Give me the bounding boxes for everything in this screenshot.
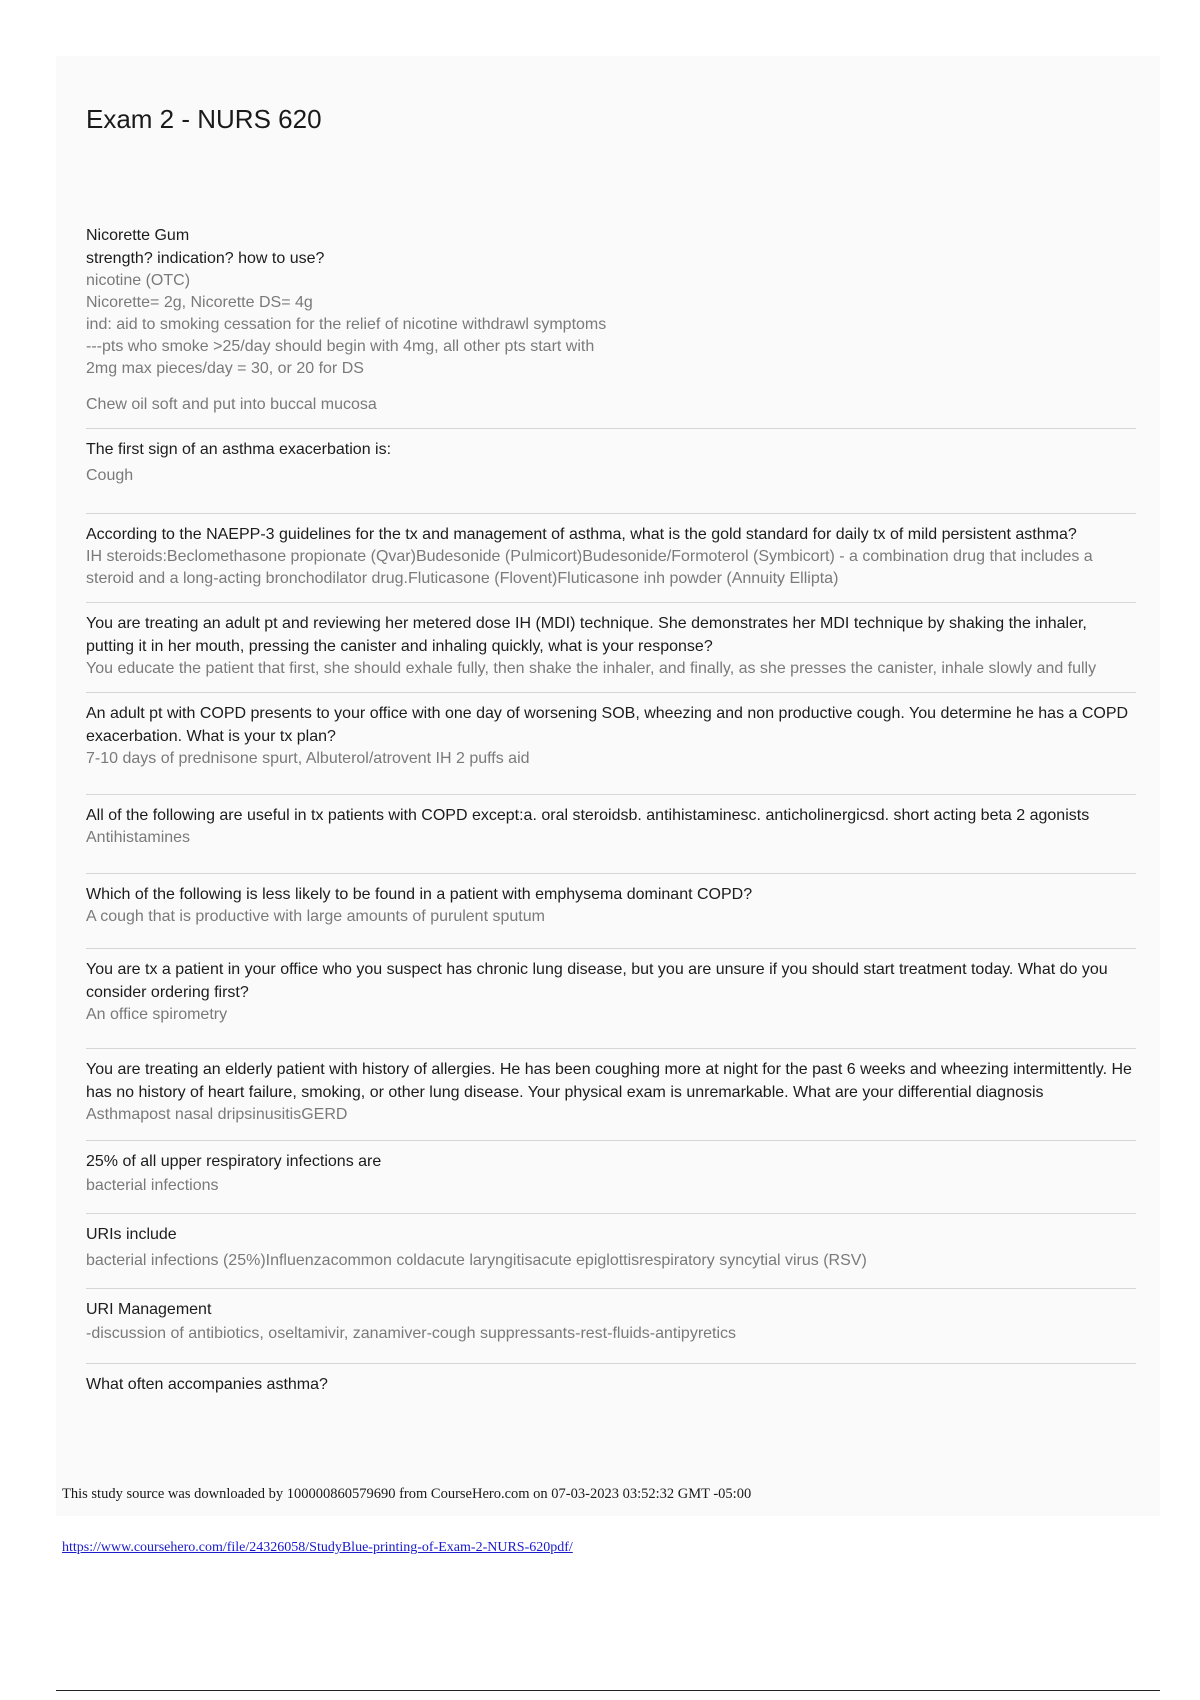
card-answer: -discussion of antibiotics, oseltamivir, zanamiver-cough suppressants-rest-fluids-antipyretics [86,1325,737,1342]
card-question: You are treating an adult pt and reviewing her metered dose IH (MDI) technique. She demonstrates her MDI technique by shaking the inhaler, putting it in her mouth, pressing the canister and inhaling quickly, what is your response? [86,615,1087,655]
card-question: Which of the following is less likely to be found in a patient with emphysema dominant COPD? [86,886,753,903]
card-question: An adult pt with COPD presents to your office with one day of worsening SOB, wheezing and non productive cough. You determine he has a COPD exacerbation. What is your tx plan? [86,705,1129,745]
card-answer: bacterial infections (25%)Influenzacommon coldacute laryngitisacute epiglottisrespiratory syncytial virus (RSV) [86,1252,867,1269]
card-question: You are treating an elderly patient with history of allergies. He has been coughing more at night for the past 6 weeks and wheezing intermittently. He has no history of heart failure, smoking, or other lung disease. Your physical exam is unremarkable. What are your differential diagnosis [86,1061,1132,1101]
card-answer: 7-10 days of prednisone spurt, Albuterol/atrovent IH 2 puffs aid [86,750,530,767]
flashcard [86,804,1136,874]
card-question: The first sign of an asthma exacerbation is: [86,441,392,458]
page-title: Exam 2 - NURS 620 [86,104,322,134]
card-answer: Asthmapost nasal dripsinusitisGERD [86,1106,348,1123]
flashcard [86,1058,1136,1141]
card-answer: IH steroids:Beclomethasone propionate (Qvar)Budesonide (Pulmicort)Budesonide/Formoterol (Symbicort) - a combination drug that includes a steroid and a long-acting bronchodilator drug.Fluticasone (Flovent)Fluticasone inh powder (Annuity Ellipta) [86,548,1093,587]
download-notice: This study source was downloaded by 100000860579690 from CourseHero.com on 07-03-2023 03:52:32 GMT -05:00 [62,1486,752,1502]
flashcard [86,1150,1136,1214]
source-link[interactable]: https://www.coursehero.com/file/24326058/StudyBlue-printing-of-Exam-2-NURS-620pdf/ [62,1540,573,1555]
flashcard [86,1298,1136,1364]
card-question: All of the following are useful in tx patients with COPD except:a. oral steroidsb. antihistaminesc. anticholinergicsd. short acting beta 2 agonists [86,807,1090,824]
flashcard [86,438,1136,514]
flashcard-list [86,224,1136,1417]
flashcard [86,523,1136,603]
card-question: Nicorette Gum strength? indication? how to use? [86,227,325,267]
flashcard [86,958,1136,1049]
card-answer: bacterial infections [86,1177,219,1194]
card-question: You are tx a patient in your office who you suspect has chronic lung disease, but you are unsure if you should start treatment today. What do you consider ordering first? [86,961,1108,1001]
card-answer: You educate the patient that first, she should exhale fully, then shake the inhaler, and finally, as she presses the canister, inhale slowly and fully [86,660,1097,677]
card-answer: nicotine (OTC) Nicorette= 2g, Nicorette DS= 4g ind: aid to smoking cessation for the relief of nicotine withdrawl symptoms ---pts who smoke >25/day should begin with 4mg, all other pts start with 2mg max pieces/day = 30, or 20 for DS [86,272,607,377]
flashcard [86,883,1136,949]
card-question: What often accompanies asthma? [86,1376,328,1393]
card-answer-extra: Chew oil soft and put into buccal mucosa [86,396,377,413]
card-answer: An office spirometry [86,1006,228,1023]
card-question: 25% of all upper respiratory infections are [86,1153,382,1170]
flashcard [86,612,1136,693]
card-question: URI Management [86,1301,212,1318]
card-answer: Cough [86,467,134,484]
card-answer: Antihistamines [86,829,191,846]
card-question: According to the NAEPP-3 guidelines for the tx and management of asthma, what is the gold standard for daily tx of mild persistent asthma? [86,526,1077,543]
flashcard [86,1373,1136,1408]
flashcard [86,702,1136,795]
flashcard [86,1223,1136,1289]
card-question: URIs include [86,1226,177,1243]
card-answer: A cough that is productive with large amounts of purulent sputum [86,908,545,925]
bottom-divider [56,1690,1160,1691]
flashcard [86,224,1136,429]
